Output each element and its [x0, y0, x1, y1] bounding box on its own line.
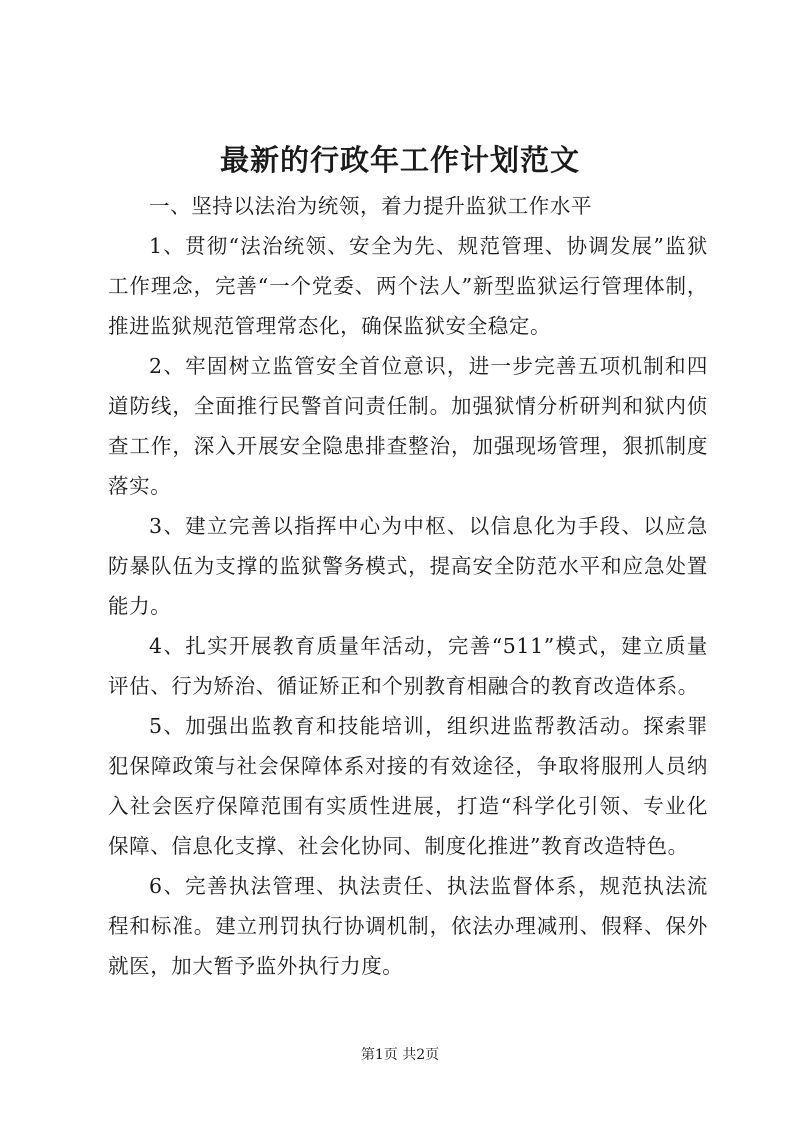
page-number: 第1页 共2页	[360, 1047, 440, 1063]
document-body	[108, 186, 708, 986]
paragraph-6: 6、完善执法管理、执法责任、执法监督体系，规范执法流程和标准。建立刑罚执行协调机制，依法办理减刑、假释、保外就医，加大暂予监外执行力度。	[108, 874, 708, 978]
paragraph-2: 2、牢固树立监管安全首位意识，进一步完善五项机制和四道防线，全面推行民警首问责任制。加强狱情分析研判和狱内侦查工作，深入开展安全隐患排查整治，加强现场管理，狠抓制度落实。	[108, 354, 708, 498]
page-title: 最新的行政年工作计划范文	[219, 143, 580, 177]
paragraph-5: 5、加强出监教育和技能培训，组织进监帮教活动。探索罪犯保障政策与社会保障体系对接的有效途径，争取将服刑人员纳入社会医疗保障范围有实质性进展，打造“科学化引领、专业化保障、信息化支撑、社会化协同、制度化推进”教育改造特色。	[108, 714, 708, 858]
paragraph-4: 4、扎实开展教育质量年活动，完善“511”模式，建立质量评估、行为矫治、循证矫正和个别教育相融合的教育改造体系。	[108, 634, 708, 698]
paragraph-3: 3、建立完善以指挥中心为中枢、以信息化为手段、以应急防暴队伍为支撑的监狱警务模式，提高安全防范水平和应急处置能力。	[108, 514, 708, 618]
paragraph-1: 1、贯彻“法治统领、安全为先、规范管理、协调发展”监狱工作理念，完善“一个党委、两个法人”新型监狱运行管理体制，推进监狱规范管理常态化，确保监狱安全稳定。	[108, 234, 708, 338]
section-heading: 一、坚持以法治为统领，着力提升监狱工作水平	[149, 194, 593, 218]
